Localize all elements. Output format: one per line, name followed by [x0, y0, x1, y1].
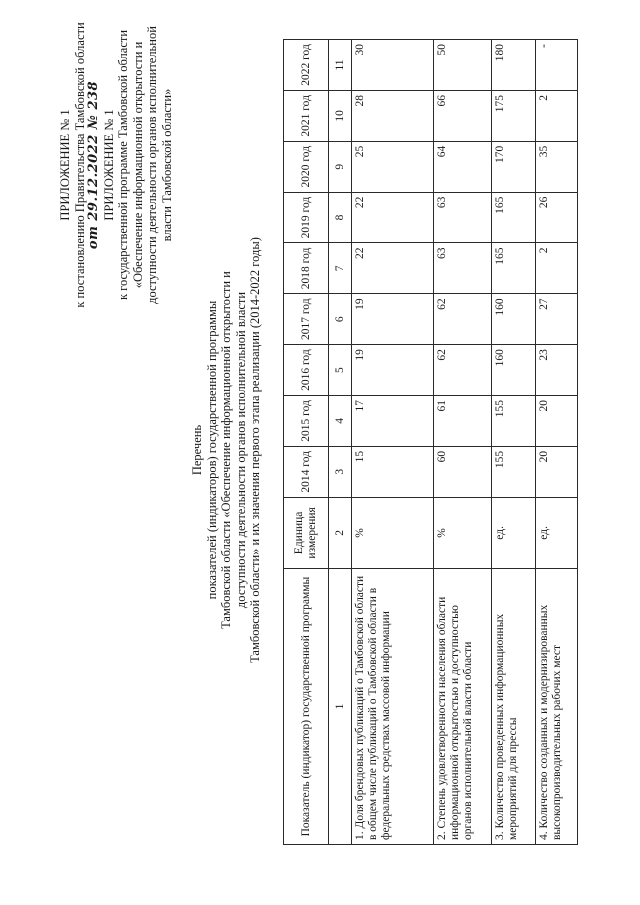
- column-number: 11: [329, 40, 352, 91]
- indicator-value: 160: [492, 294, 536, 345]
- column-number: 8: [329, 192, 352, 243]
- appendix-program-line: «Обеспечение информационной открытости и: [130, 41, 145, 289]
- document-heading: [190, 215, 263, 685]
- column-number: 10: [329, 90, 352, 141]
- heading-line: Тамбовской области» и их значения первого этапа реализации (2014-2022 годы): [248, 237, 262, 663]
- indicator-value: 170: [492, 141, 536, 192]
- heading-line: Тамбовской области «Обеспечение информационной открытости и: [219, 271, 233, 629]
- indicator-value: 60: [434, 446, 492, 497]
- indicator-name: 3. Количество проведенных информационных мероприятий для прессы: [492, 569, 536, 845]
- indicator-value: 64: [434, 141, 492, 192]
- column-number: 2: [329, 497, 352, 568]
- table-header-row: [284, 40, 329, 845]
- indicator-value: 17: [352, 396, 434, 447]
- header-indicator: Показатель (индикатор) государственной программы: [284, 569, 329, 845]
- indicator-unit: ед.: [492, 497, 536, 568]
- indicator-value: 20: [536, 396, 578, 447]
- appendix-subtitle: ПРИЛОЖЕНИЕ № 1: [101, 109, 116, 221]
- indicator-name: 1. Доля брендовых публикаций о Тамбовской области в общем числе публикаций о Тамбовской области в федеральных средствах массовой информации: [352, 569, 434, 845]
- indicator-value: -: [536, 40, 578, 91]
- header-year: 2018 год: [284, 243, 329, 294]
- header-year: 2015 год: [284, 396, 329, 447]
- column-number: 3: [329, 446, 352, 497]
- appendix-resolution: к постановлению Правительства Тамбовской области: [72, 22, 87, 308]
- column-number: 6: [329, 294, 352, 345]
- indicator-value: 160: [492, 345, 536, 396]
- indicators-table: [283, 39, 578, 845]
- indicator-value: 63: [434, 243, 492, 294]
- indicator-value: 175: [492, 90, 536, 141]
- heading-line: доступности деятельности органов исполнительной власти: [233, 291, 248, 609]
- header-year: 2020 год: [284, 141, 329, 192]
- table-row: [492, 40, 536, 845]
- indicator-value: 19: [352, 294, 434, 345]
- indicator-value: 50: [434, 40, 492, 91]
- indicator-value: 22: [352, 243, 434, 294]
- column-number-row: [329, 40, 352, 845]
- header-year: 2016 год: [284, 345, 329, 396]
- indicator-value: 62: [434, 294, 492, 345]
- indicator-value: 15: [352, 446, 434, 497]
- header-year: 2021 год: [284, 90, 329, 141]
- table-row: [352, 40, 434, 845]
- indicator-value: 19: [352, 345, 434, 396]
- indicator-value: 62: [434, 345, 492, 396]
- column-number: 4: [329, 396, 352, 447]
- indicator-unit: %: [434, 497, 492, 568]
- appendix-program-line: власти Тамбовской области»: [159, 88, 174, 242]
- indicator-value: 27: [536, 294, 578, 345]
- heading-title: Перечень: [190, 424, 204, 476]
- indicator-value: 25: [352, 141, 434, 192]
- appendix-title: ПРИЛОЖЕНИЕ № 1: [58, 109, 72, 221]
- indicator-value: 20: [536, 446, 578, 497]
- indicator-unit: ед.: [536, 497, 578, 568]
- header-year: 2014 год: [284, 446, 329, 497]
- appendix-block: [58, 15, 174, 315]
- indicator-name: 2. Степень удовлетворенности населения области информационной открытостью и доступностью органов исполнительной власти области: [434, 569, 492, 845]
- indicator-value: 180: [492, 40, 536, 91]
- column-number: 9: [329, 141, 352, 192]
- indicator-value: 23: [536, 345, 578, 396]
- indicator-unit: %: [352, 497, 434, 568]
- column-number: 1: [329, 569, 352, 845]
- indicator-value: 155: [492, 396, 536, 447]
- heading-line: показателей (индикаторов) государственной программы: [204, 300, 219, 600]
- indicator-value: 165: [492, 243, 536, 294]
- header-year: 2019 год: [284, 192, 329, 243]
- indicator-value: 35: [536, 141, 578, 192]
- indicator-value: 155: [492, 446, 536, 497]
- indicator-value: 165: [492, 192, 536, 243]
- indicator-value: 2: [536, 90, 578, 141]
- handwritten-date: от 29.12.2022 № 238: [86, 80, 101, 250]
- indicator-value: 61: [434, 396, 492, 447]
- indicator-value: 63: [434, 192, 492, 243]
- table-row: [434, 40, 492, 845]
- appendix-program-line: доступности деятельности органов исполнительной: [145, 26, 159, 304]
- indicator-name: 4. Количество созданных и модернизированных высокопроизводительных рабочих мест: [536, 569, 578, 845]
- indicator-value: 66: [434, 90, 492, 141]
- column-number: 5: [329, 345, 352, 396]
- column-number: 7: [329, 243, 352, 294]
- table-row: [536, 40, 578, 845]
- indicator-value: 22: [352, 192, 434, 243]
- appendix-program-line: к государственной программе Тамбовской области: [116, 29, 130, 301]
- header-year: 2022 год: [284, 40, 329, 91]
- header-unit: Единица измерения: [284, 497, 329, 568]
- indicator-value: 28: [352, 90, 434, 141]
- header-year: 2017 год: [284, 294, 329, 345]
- indicator-value: 2: [536, 243, 578, 294]
- indicator-value: 30: [352, 40, 434, 91]
- indicator-value: 26: [536, 192, 578, 243]
